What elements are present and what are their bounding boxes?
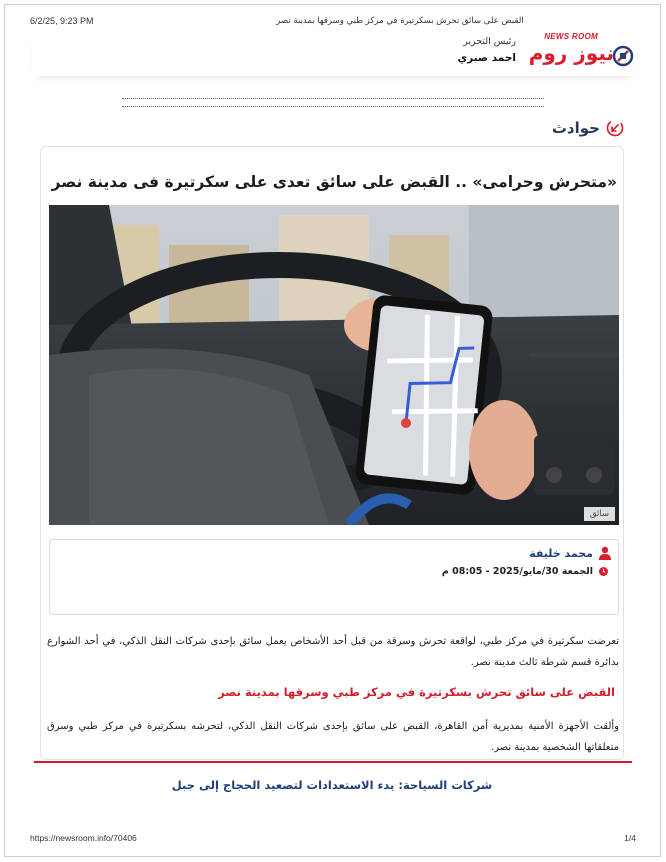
site-logo[interactable] — [524, 32, 634, 72]
car-phone-photo — [49, 205, 619, 525]
image-caption: سائق — [584, 507, 615, 521]
divider — [122, 98, 544, 99]
logo-text-en: NEWS ROOM — [544, 32, 598, 41]
date-row — [442, 566, 608, 577]
print-page-number: 1/4 — [624, 833, 636, 843]
article-paragraph-1: تعرضت سكرتيرة في مركز طبي، لواقعة تحرش وسرقة من قبل أحد الأشخاص يعمل سائق بإحدى شركات النقل الذكي، في أحد الشوارع بدائرة قسم شرطة ثالث مدينة نصر. — [47, 636, 619, 668]
divider — [122, 106, 544, 107]
logo-text-ar: نيوز روم — [528, 41, 614, 65]
article-meta — [49, 539, 619, 615]
print-url: https://newsroom.info/70406 — [30, 833, 137, 843]
article-headline: «متحرش وحرامى» .. القبض على سائق تعدى على سكرتيرة فى مدينة نصر — [51, 173, 617, 191]
section-label: حوادث — [551, 119, 600, 137]
article-subheading: القبض على سائق تحرش بسكرتيرة في مركز طبي وسرقها بمدينة نصر — [218, 685, 615, 699]
author-name: محمد خليفة — [529, 546, 593, 560]
author-row[interactable] — [529, 546, 612, 560]
editor-name: احمد صبري — [457, 52, 516, 64]
print-title: القبض على سائق تحرش بسكرتيرة في مركز طبي وسرقها بمدينة نصر — [276, 16, 524, 26]
article-card — [40, 146, 624, 760]
article-paragraph-2: وألقت الأجهزة الأمنية بمديرية أمن القاهرة، القبض على سائق بإحدى شركات النقل الذكي، لتحرشه بسكرتيرة في مركز طبي وسرق متعلقاتها الشخصية بمدينة نصر. — [47, 721, 619, 753]
logo-mark-icon — [612, 44, 634, 68]
user-icon — [598, 546, 612, 560]
site-header — [32, 28, 636, 76]
print-date: 6/2/25, 9:23 PM — [30, 16, 94, 26]
arrow-diagonal-circle-icon — [606, 119, 624, 137]
section-breadcrumb[interactable] — [552, 116, 624, 140]
section-divider — [34, 761, 632, 763]
article-image — [49, 205, 619, 525]
related-article-link[interactable]: شركات السياحة: بدء الاستعدادات لتصعيد الحجاج إلى جبل — [171, 778, 493, 792]
clock-icon — [599, 567, 608, 576]
publish-date: الجمعة 30/مايو/2025 - 08:05 م — [441, 566, 593, 577]
editor-label: رئيس التحرير — [463, 36, 516, 47]
